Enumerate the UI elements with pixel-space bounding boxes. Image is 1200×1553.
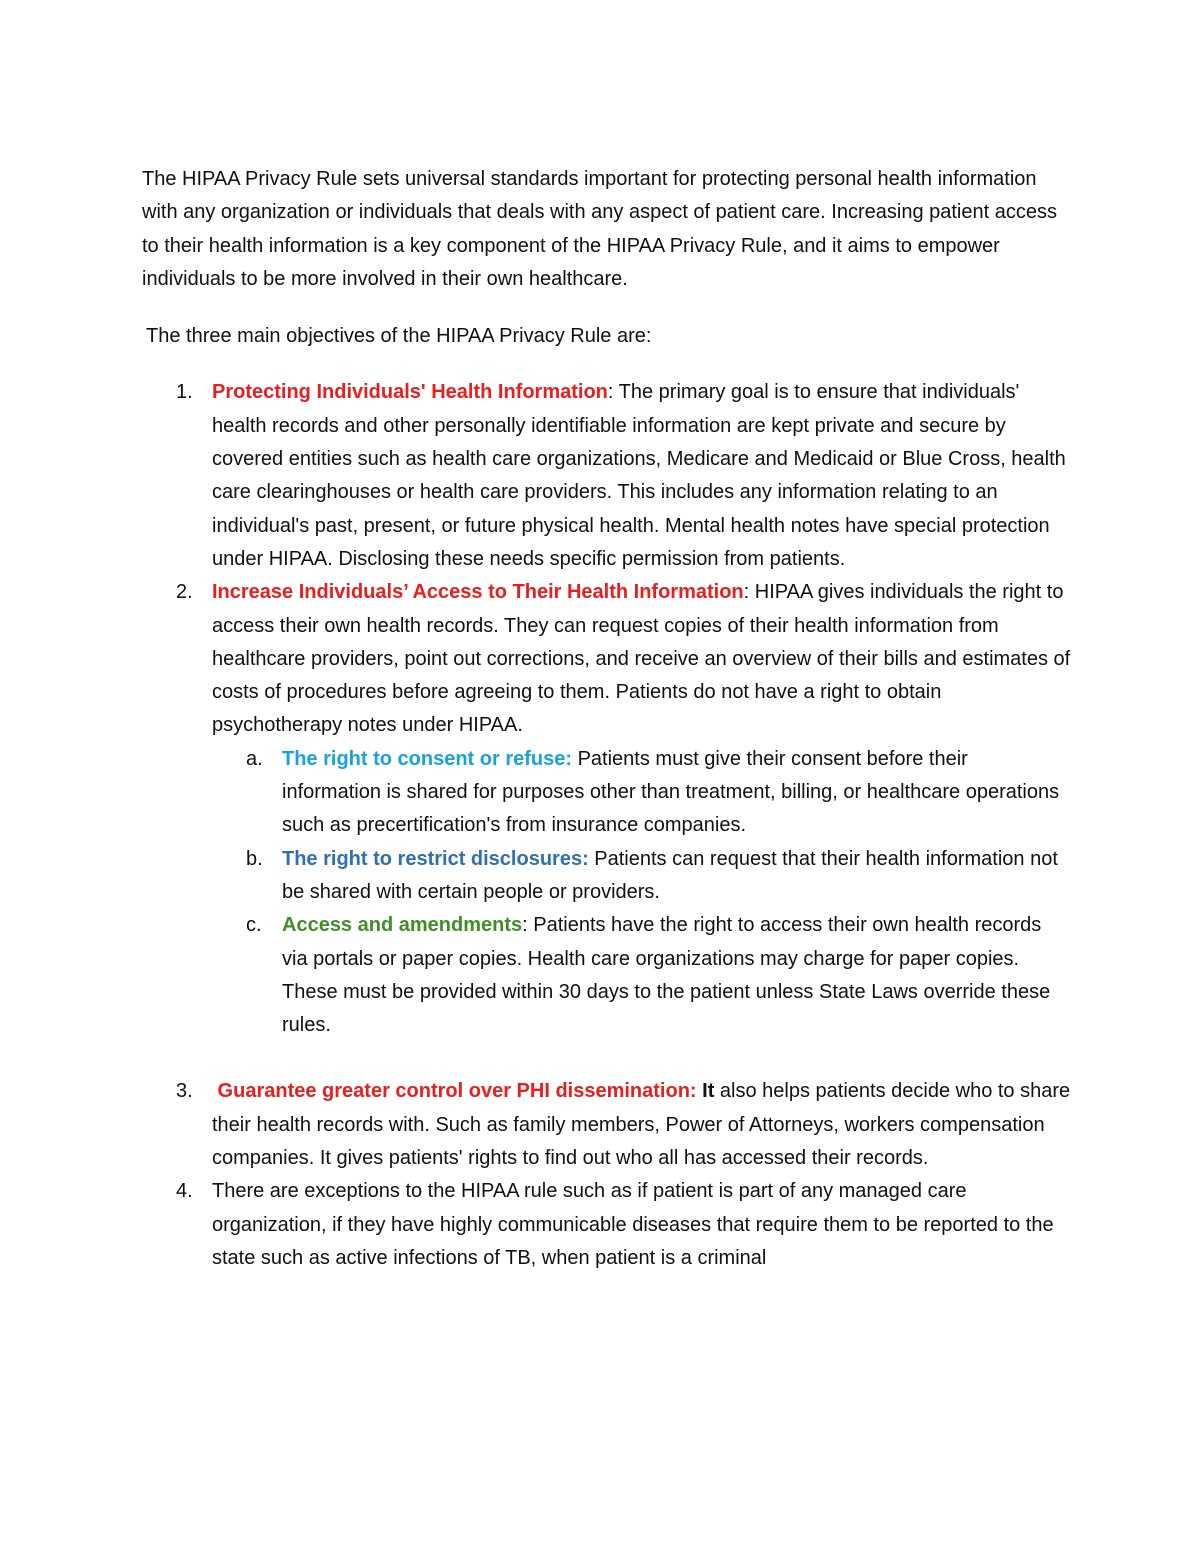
sublist-letter: b. bbox=[246, 847, 263, 870]
sublist-letter: c. bbox=[246, 914, 262, 937]
item-separator: : bbox=[607, 381, 614, 404]
list-item bbox=[142, 576, 1072, 1042]
document-content bbox=[142, 163, 1072, 1275]
sublist-item bbox=[212, 909, 1072, 1042]
sublist-item bbox=[212, 843, 1072, 910]
objectives-list bbox=[142, 376, 1072, 1275]
subitem-heading: The right to restrict disclosures: bbox=[282, 847, 589, 870]
item-text: There are exceptions to the HIPAA rule such as if patient is part of any managed care organization, if they have highly communicable diseases that require them to be reported to the state such as active infections of TB, when patient is a criminal bbox=[212, 1180, 1054, 1269]
list-number: 3. bbox=[176, 1080, 193, 1103]
list-number: 1. bbox=[176, 381, 193, 404]
list-number: 4. bbox=[176, 1180, 193, 1203]
item-text: HIPAA gives individuals the right to access their own health records. They can request copies of their health information from healthcare providers, point out corrections, and receive an overview of their bills and estimates of costs of procedures before agreeing to them. Patients do not have a right to obtain psychotherapy notes under HIPAA. bbox=[212, 581, 1071, 737]
list-number: 2. bbox=[176, 581, 193, 604]
item-heading: Guarantee greater control over PHI dissemination: bbox=[212, 1080, 697, 1103]
item-heading: Protecting Individuals' Health Information bbox=[212, 381, 608, 404]
item-separator: : bbox=[743, 581, 750, 604]
item-text: The primary goal is to ensure that individuals' health records and other personally identifiable information are kept private and secure by covered entities such as health care organizations, Medicare and Medicaid or Blue Cross, health care clearinghouses or health care providers. This includes any information relating to an individual's past, present, or future physical health. Mental health notes have special protection under HIPAA. Disclosing these needs specific permission from patients. bbox=[212, 381, 1066, 570]
sublist-letter: a. bbox=[246, 747, 263, 770]
sublist-item bbox=[212, 743, 1072, 843]
list-item bbox=[142, 1175, 1072, 1275]
subitem-heading: Access and amendments bbox=[282, 914, 523, 937]
rights-sublist bbox=[212, 743, 1072, 1043]
subitem-text: Patients can request that their health information not be shared with certain people or providers. bbox=[282, 847, 1058, 903]
subitem-text: Patients must give their consent before their information is shared for purposes other than treatment, billing, or healthcare operations such as precertification's from insurance companies. bbox=[282, 747, 1060, 837]
item-bold-word: It bbox=[696, 1080, 715, 1103]
subitem-heading: The right to consent or refuse: bbox=[282, 747, 573, 770]
list-item bbox=[142, 376, 1072, 576]
item-heading: Increase Individuals’ Access to Their Health Information bbox=[212, 581, 744, 604]
subitem-separator: : bbox=[522, 914, 528, 937]
subitem-text: Patients have the right to access their own health records via portals or paper copies. Health care organizations may charge for paper copies. These must be provided within 30 days to the patient unless State Laws override these rules. bbox=[282, 914, 1051, 1037]
intro-paragraph: The HIPAA Privacy Rule sets universal standards important for protecting personal health information with any organization or individuals that deals with any aspect of patient care. Increasing patient access to their health information is a key component of the HIPAA Privacy Rule, and it aims to empower individuals to be more involved in their own healthcare. bbox=[142, 168, 1057, 290]
objectives-lead: The three main objectives of the HIPAA Privacy Rule are: bbox=[146, 325, 652, 348]
list-item bbox=[142, 1075, 1072, 1175]
item-text: also helps patients decide who to share their health records with. Such as family members, Power of Attorneys, workers compensation companies. It gives patients' rights to find out who all has accessed their records. bbox=[212, 1080, 1071, 1170]
